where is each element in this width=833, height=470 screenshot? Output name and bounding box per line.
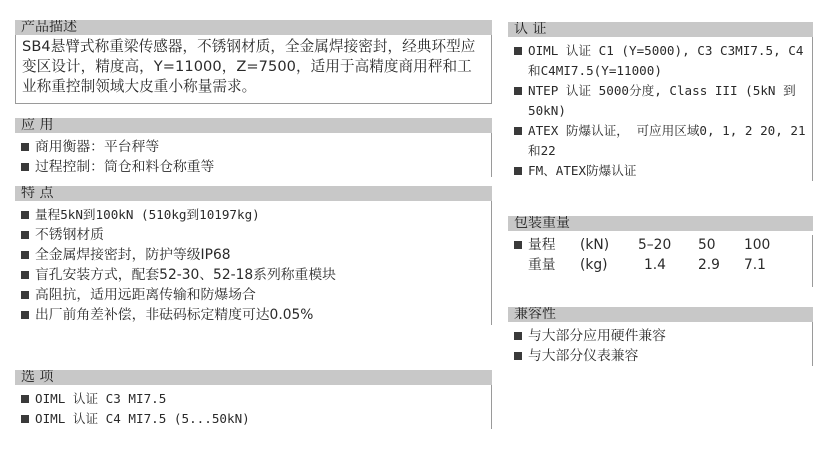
square-bullet-icon [514,352,522,360]
square-bullet-icon [21,251,29,259]
row-unit: (kg) [580,257,608,273]
table-cell: 50 [698,237,716,253]
list-item: NTEP 认证 5000分度, Class III (5kN 到 50kN) [512,81,812,121]
row-label: 量程 [528,237,556,253]
section-header: 产品描述 [15,20,492,35]
table-cell: 7.1 [744,257,766,273]
list-item: OIML 认证 C3 MI7.5 [19,389,491,409]
features-section [15,186,492,325]
square-bullet-icon [21,311,29,319]
square-bullet-icon [514,87,522,95]
application-section [15,118,492,177]
list-item: 出厂前角差补偿，非砝码标定精度可达0.05% [19,305,491,325]
list-item: 量程5kN到100kN (510kg到10197kg) [19,205,491,225]
table-cell: 2.9 [698,257,720,273]
application-box [15,133,492,177]
options-section [15,370,492,429]
table-cell: 100 [744,237,771,253]
packaging-weight-table [512,235,784,275]
list-item: 高阻抗，适用远距离传输和防爆场合 [19,285,491,305]
section-header: 认 证 [508,22,813,37]
table-row [512,255,784,275]
list-item: 与大部分仪表兼容 [512,346,812,366]
description-box [15,35,492,104]
section-header: 应 用 [15,118,492,133]
list-item: 盲孔安装方式，配套52-30、52-18系列称重模块 [19,265,491,285]
square-bullet-icon [21,271,29,279]
square-bullet-icon [21,395,29,403]
list-item: 不锈钢材质 [19,225,491,245]
row-label: 重量 [528,257,556,273]
square-bullet-icon [21,143,29,151]
list-item: OIML 认证 C1 (Y=5000), C3 C3MI7.5, C4和C4MI7.5(Y=11000) [512,41,812,81]
features-list [15,201,491,325]
square-bullet-icon [514,167,522,175]
packaging-weight-section [508,216,813,287]
certification-box [508,37,813,181]
table-row [512,235,784,255]
options-box [15,385,492,429]
options-list [15,385,491,429]
compatibility-section [508,307,813,366]
table-cell: 5–20 [638,237,672,253]
list-item: OIML 认证 C4 MI7.5 (5...50kN) [19,409,491,429]
square-bullet-icon [21,211,29,219]
section-header: 特 点 [15,186,492,201]
list-item: 商用衡器：平台秤等 [19,137,491,157]
packaging-weight-box [508,235,813,287]
certification-list [508,37,812,181]
table-cell: 1.4 [644,257,666,273]
square-bullet-icon [514,127,522,135]
list-item: 与大部分应用硬件兼容 [512,326,812,346]
product-description-section [15,20,492,104]
row-unit: (kN) [580,237,610,253]
application-list [15,133,491,177]
section-header: 包装重量 [508,216,813,231]
square-bullet-icon [21,231,29,239]
square-bullet-icon [514,332,522,340]
square-bullet-icon [514,47,522,55]
square-bullet-icon [514,241,522,249]
section-header: 选 项 [15,370,492,385]
compatibility-list [508,322,812,366]
square-bullet-icon [21,163,29,171]
list-item: FM、ATEX防爆认证 [512,161,812,181]
features-box [15,201,492,325]
certification-section [508,22,813,181]
list-item: 过程控制：筒仓和料仓称重等 [19,157,491,177]
square-bullet-icon [21,415,29,423]
section-header: 兼容性 [508,307,813,322]
list-item: 全金属焊接密封，防护等级IP68 [19,245,491,265]
list-item: ATEX 防爆认证， 可应用区域0, 1, 2 20, 21和22 [512,121,812,161]
description-text: SB4悬臂式称重梁传感器，不锈钢材质，全金属焊接密封，经典环型应变区设计，精度高，Y=11000，Z=7500，适用于高精度商用秤和工业称重控制领域大皮重小称量需求。 [22,38,476,95]
square-bullet-icon [21,291,29,299]
compatibility-box [508,322,813,366]
